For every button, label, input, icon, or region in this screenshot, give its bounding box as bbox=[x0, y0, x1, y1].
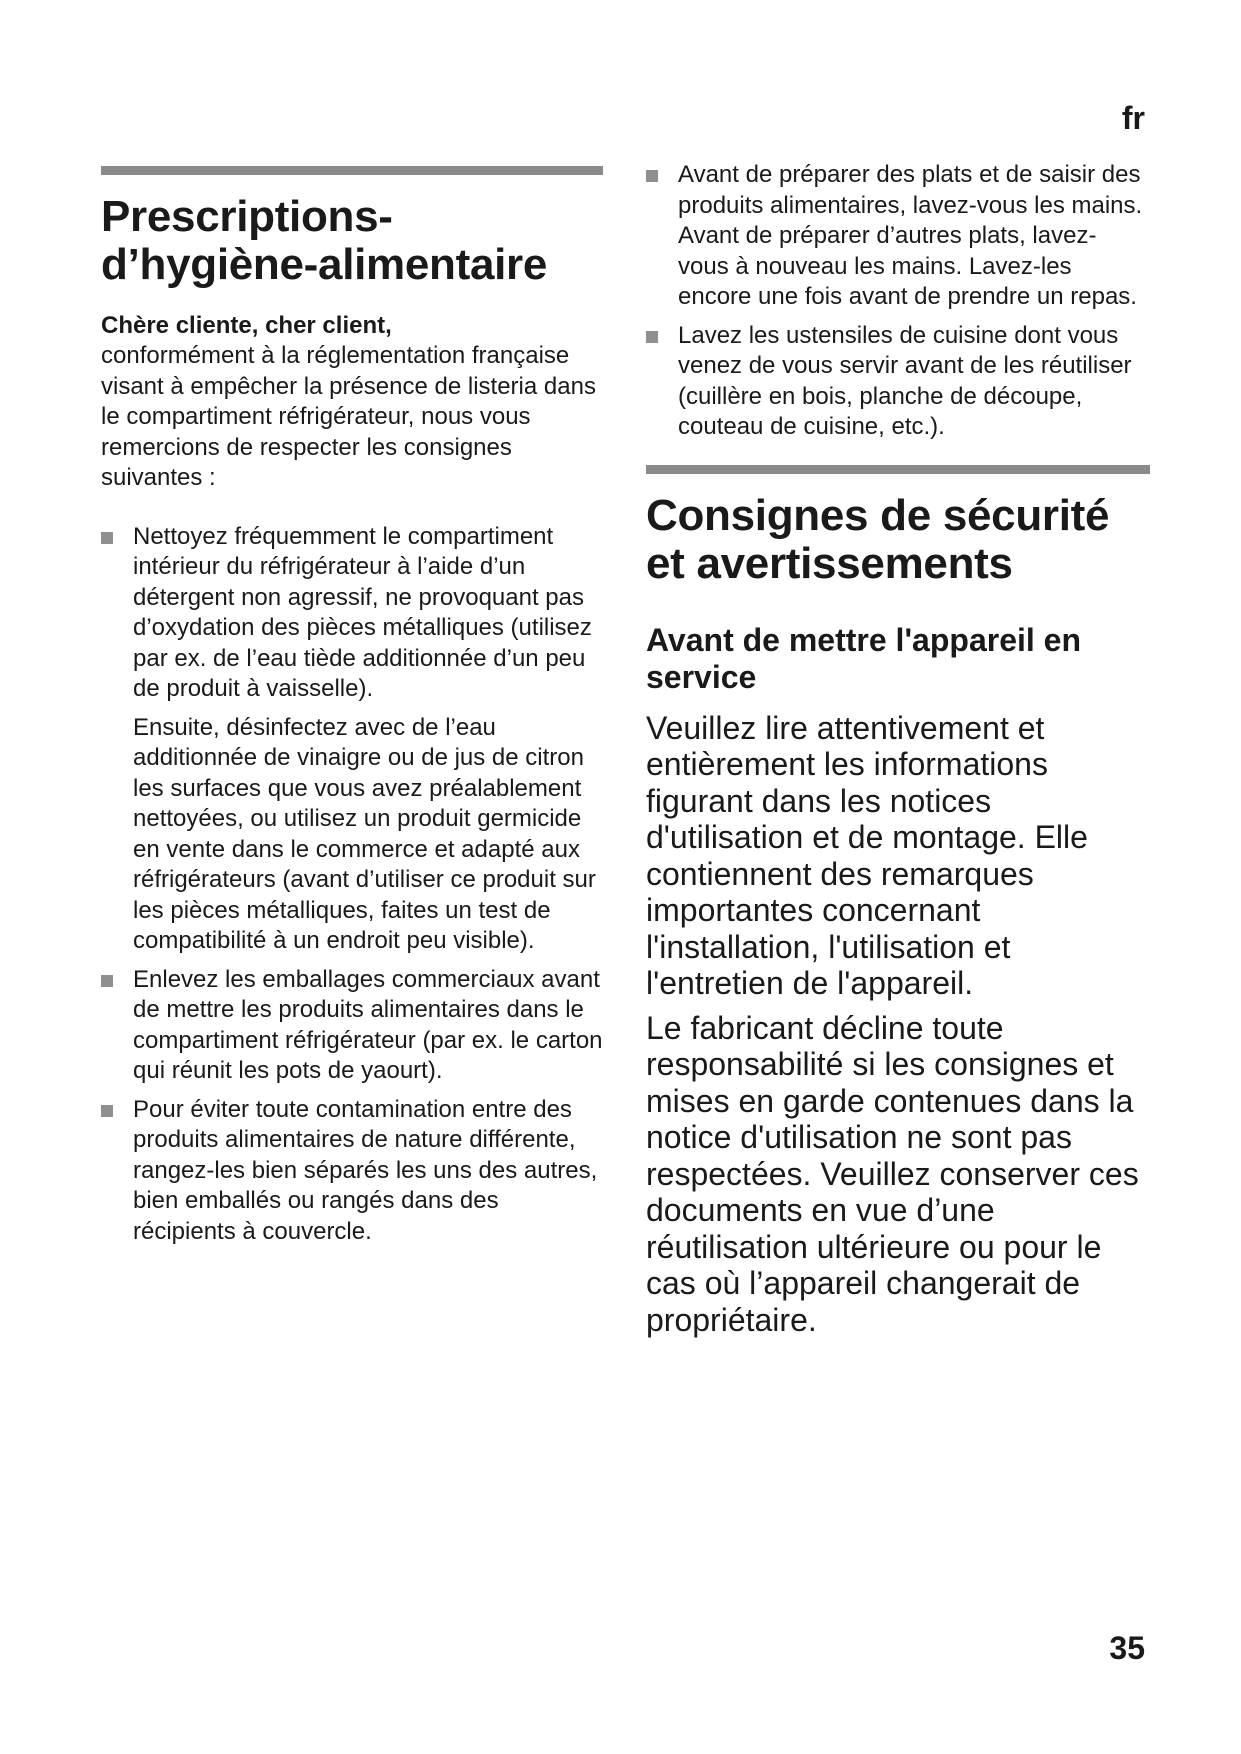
list-item bbox=[646, 321, 1146, 443]
section-rule bbox=[646, 465, 1150, 474]
section-rule bbox=[101, 166, 603, 175]
square-bullet-icon bbox=[101, 1105, 113, 1117]
language-code: fr bbox=[1121, 100, 1145, 136]
list-item bbox=[101, 522, 603, 957]
hygiene-list bbox=[101, 522, 603, 1248]
square-bullet-icon bbox=[101, 975, 113, 987]
left-column bbox=[101, 166, 603, 1255]
list-item-continuation: Ensuite, désinfectez avec de l’eau additionnée de vinaigre ou de jus de citron les surfaces que vous avez préalablement nettoyées, ou utilisez un produit germicide en vente dans le commerce et adapté aux réfrigérateurs (avant d’utiliser ce produit sur les pièces métalliques, faites un test de compatibilité à un endroit peu visible). bbox=[133, 713, 596, 954]
subsection-title: Avant de mettre l'appareil en service bbox=[646, 621, 1081, 695]
salutation: Chère cliente, cher client, bbox=[101, 312, 392, 339]
square-bullet-icon bbox=[101, 532, 113, 544]
section-title-safety: Consignes de sécurité et avertissements bbox=[646, 490, 1110, 588]
body-paragraph: Veuillez lire attentivement et entièrement les informations figurant dans les notices d'utilisation et de montage. Elle contiennent des remarques importantes concernant l'installation, l'utilisation et l'entretien de l'appareil. bbox=[646, 709, 1088, 1001]
list-item bbox=[646, 160, 1146, 313]
list-item-text: Nettoyez fréquemment le compartiment intérieur du réfrigérateur à l’aide d’un détergent non agressif, ne provoquant pas d’oxydation des pièces métalliques (utilisez par ex. de l’eau tiède additionnée d’un peu de produit à vaisselle). bbox=[133, 522, 592, 702]
right-column bbox=[646, 160, 1146, 1338]
body-paragraph: Le fabricant décline toute responsabilité si les consignes et mises en garde contenues dans la notice d'utilisation ne sont pas respectées. Veuillez conserver ces documents en vue d’une réutilisation ultérieure ou pour le cas où l’appareil changerait de propriétaire. bbox=[646, 1009, 1139, 1338]
list-item bbox=[101, 965, 603, 1087]
list-item-text: Lavez les ustensiles de cuisine dont vous venez de vous servir avant de les réutiliser (cuillère en bois, planche de découpe, couteau de cuisine, etc.). bbox=[678, 321, 1132, 440]
section-title-hygiene: Prescriptions-d’hygiène-alimentaire bbox=[101, 192, 548, 289]
list-item bbox=[101, 1095, 603, 1248]
list-item-text: Avant de préparer des plats et de saisir des produits alimentaires, lavez-vous les mains. Avant de préparer d’autres plats, lavez-vous à nouveau les mains. Lavez-les encore une fois avant de prendre un repas. bbox=[678, 161, 1143, 310]
square-bullet-icon bbox=[646, 331, 658, 343]
list-item-text: Pour éviter toute contamination entre des produits alimentaires de nature différente, rangez-les bien séparés les uns des autres, bien emballés ou rangés dans des récipients à couvercle. bbox=[133, 1095, 598, 1245]
hygiene-list-continued bbox=[646, 160, 1146, 443]
intro-paragraph: conformément à la réglementation française visant à empêcher la présence de listeria dans le compartiment réfrigérateur, nous vous remercions de respecter les consignes suivantes : bbox=[101, 342, 596, 491]
square-bullet-icon bbox=[646, 170, 658, 182]
list-item-text: Enlevez les emballages commerciaux avant de mettre les produits alimentaires dans le compartiment réfrigérateur (par ex. le carton qui réunit les pots de yaourt). bbox=[133, 965, 603, 1084]
page-number: 35 bbox=[1109, 1630, 1145, 1666]
